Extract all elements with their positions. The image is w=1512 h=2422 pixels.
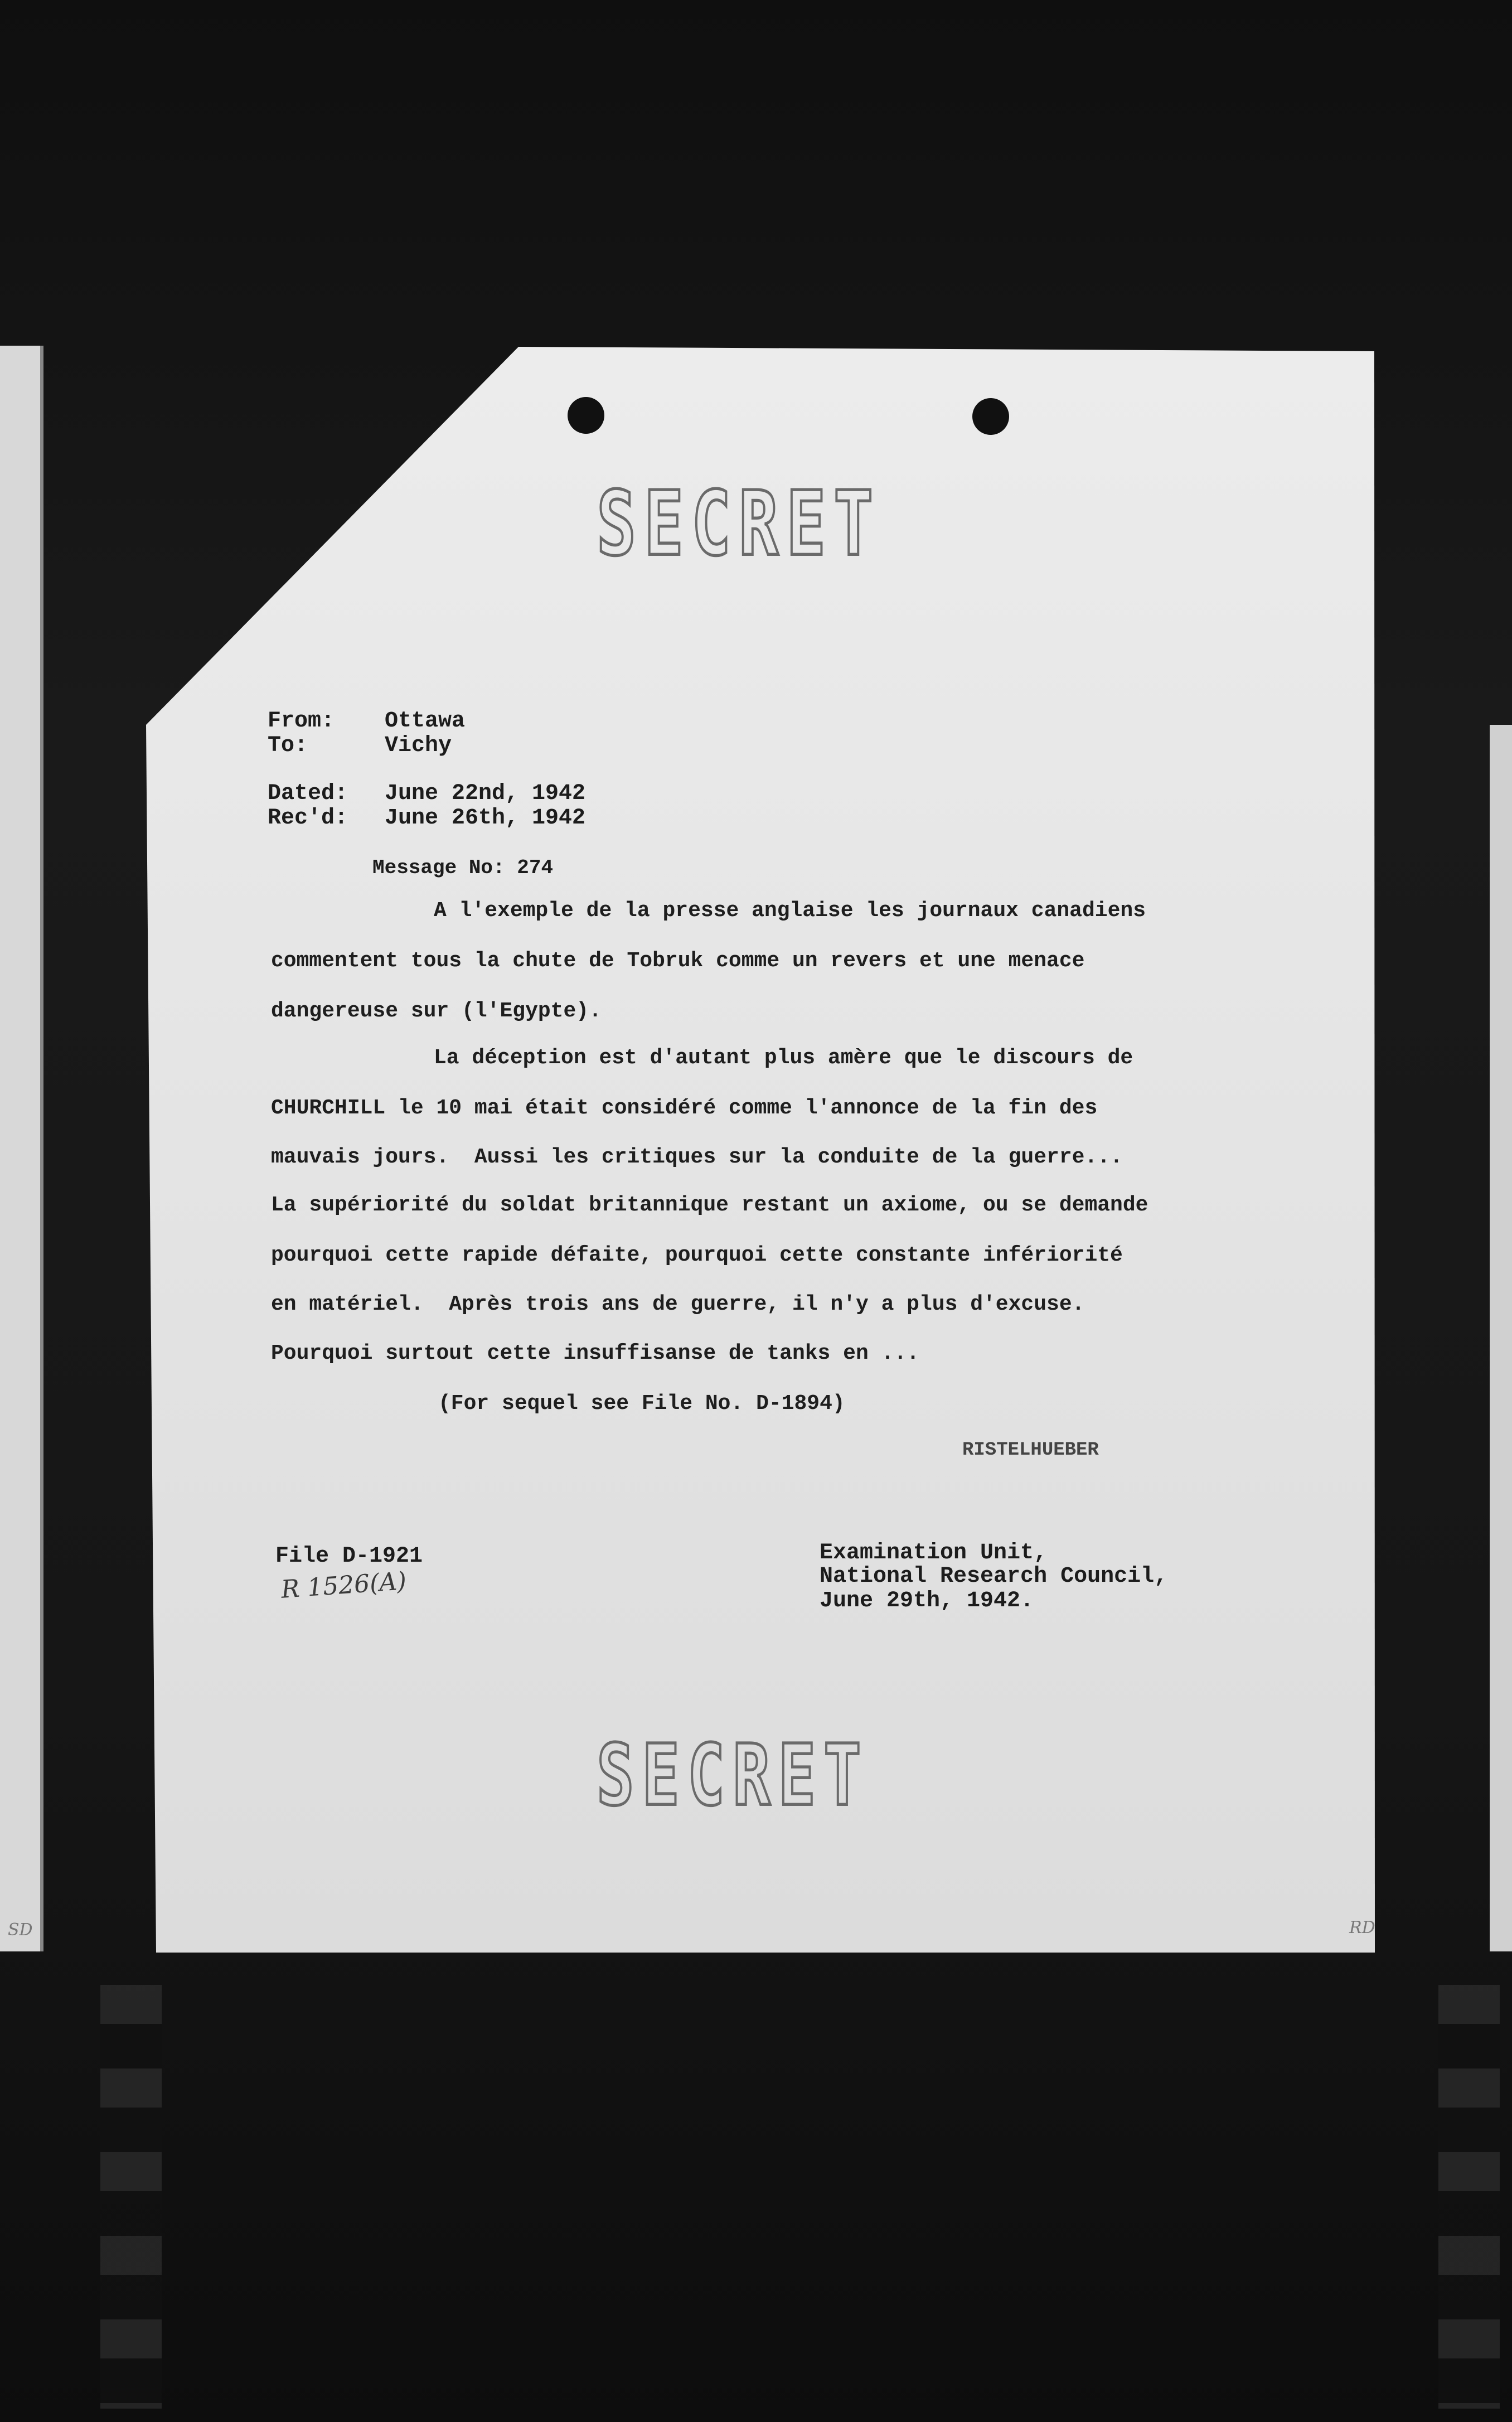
- examination-unit-line: Examination Unit,: [820, 1541, 1048, 1566]
- signature: RISTELHUEBER: [962, 1440, 1099, 1461]
- message-number: Message No: 274: [372, 856, 554, 879]
- to-label: To:: [268, 733, 308, 758]
- body-line: mauvais jours. Aussi les critiques sur la conduite de la guerre...: [271, 1145, 1123, 1169]
- body-line: CHURCHILL le 10 mai était considéré comme l'annonce de la fin des: [271, 1096, 1098, 1120]
- secret-stamp-top: SECRET: [597, 471, 881, 576]
- body-line: en matériel. Après trois ans de guerre, il n'y a plus d'excuse.: [271, 1292, 1085, 1316]
- recd-value: June 26th, 1942: [385, 806, 586, 831]
- body-line: dangereuse sur (l'Egypte).: [271, 999, 602, 1023]
- punch-hole-right: [972, 398, 1009, 435]
- body-line: La supériorité du soldat britannique restant un axiome, ou se demande: [271, 1193, 1148, 1217]
- sequel-note: (For sequel see File No. D-1894): [438, 1392, 845, 1416]
- recd-label: Rec'd:: [268, 806, 348, 831]
- handwritten-reference: R 1526(A): [280, 1567, 408, 1604]
- file-number: File D-1921: [275, 1544, 423, 1569]
- margin-mark-left: SD: [8, 1920, 33, 1940]
- body-line: Pourquoi surtout cette insuffisanse de tanks en ...: [271, 1341, 919, 1365]
- body-line: La déception est d'autant plus amère que le discours de: [434, 1046, 1133, 1070]
- margin-mark-right: RD: [1349, 1918, 1375, 1937]
- from-label: From:: [268, 709, 335, 734]
- secret-stamp-bottom: SECRET: [597, 1727, 869, 1825]
- body-line: commentent tous la chute de Tobruk comme un revers et une menace: [271, 949, 1085, 973]
- punch-hole-left: [568, 397, 604, 434]
- to-value: Vichy: [385, 733, 452, 758]
- dated-label: Dated:: [268, 781, 348, 806]
- body-line: pourquoi cette rapide défaite, pourquoi cette constante infériorité: [271, 1243, 1123, 1267]
- body-line: A l'exemple de la presse anglaise les journaux canadiens: [434, 899, 1146, 923]
- council-line: National Research Council,: [820, 1564, 1168, 1589]
- from-value: Ottawa: [385, 709, 466, 734]
- unit-date-line: June 29th, 1942.: [820, 1588, 1034, 1614]
- dated-value: June 22nd, 1942: [385, 781, 586, 806]
